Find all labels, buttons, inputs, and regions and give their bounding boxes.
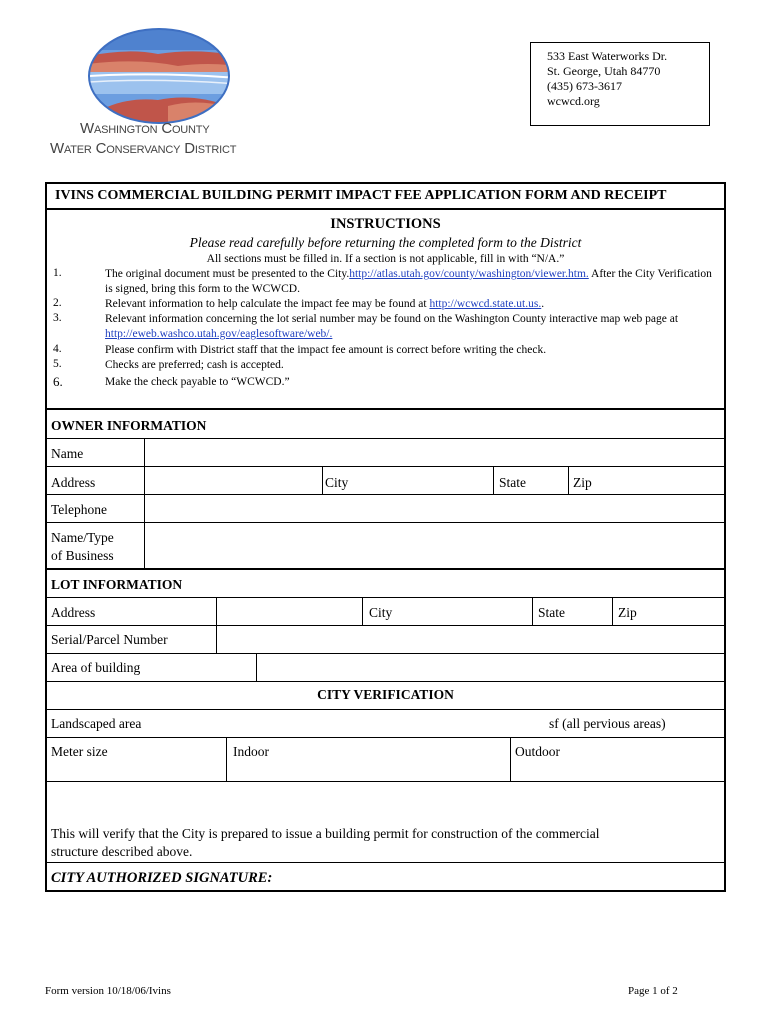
atlas-map-link[interactable]: http://atlas.utah.gov/county/washington/viewer.htm. xyxy=(349,268,589,280)
lot-zip-label[interactable]: Zip xyxy=(618,605,637,620)
instruction-item-5: Checks are preferred; cash is accepted. xyxy=(105,359,284,371)
lot-city-label[interactable]: City xyxy=(369,605,393,620)
wcwcd-link[interactable]: http://wcwcd.state.ut.us. xyxy=(429,298,542,310)
instructions-subheading: Please read carefully before returning the completed form to the District xyxy=(189,235,582,250)
verification-statement-line1: This will verify that the City is prepared to issue a building permit for construction of the commercial xyxy=(51,826,600,841)
address-website: wcwcd.org xyxy=(547,94,600,108)
owner-address-label: Address xyxy=(51,475,96,490)
instruction-item-2 xyxy=(105,297,715,312)
owner-name-label: Name xyxy=(51,446,84,461)
district-address-box xyxy=(530,42,710,126)
address-city: St. George, Utah 84770 xyxy=(547,64,661,78)
owner-info-heading: OWNER INFORMATION xyxy=(51,418,207,433)
instruction-text: Relevant information to help calculate the impact fee may be found at xyxy=(105,298,430,310)
owner-city-label[interactable]: City xyxy=(325,475,349,490)
instruction-item-1 xyxy=(105,267,715,297)
owner-telephone-field[interactable] xyxy=(144,494,724,522)
owner-telephone-label: Telephone xyxy=(51,502,108,517)
lot-info-heading: LOT INFORMATION xyxy=(51,577,183,592)
instruction-number: 5. xyxy=(53,358,62,370)
owner-name-field[interactable] xyxy=(144,438,724,466)
logo-wordmark-line2: Water Conservancy District xyxy=(50,140,237,157)
city-signature-field[interactable] xyxy=(297,862,724,890)
logo-wordmark-line1: Washington County xyxy=(80,120,210,137)
instruction-number: 1. xyxy=(53,267,62,279)
meter-indoor-label[interactable]: Indoor xyxy=(233,744,269,759)
city-verification-heading: CITY VERIFICATION xyxy=(317,687,454,702)
business-type-label-1: Name/Type xyxy=(51,530,114,545)
lot-address-field[interactable] xyxy=(216,597,362,625)
instruction-number: 6. xyxy=(53,374,63,389)
landscaped-area-field[interactable] xyxy=(167,709,517,737)
owner-address-field[interactable] xyxy=(144,466,322,494)
owner-zip-label[interactable]: Zip xyxy=(573,475,592,490)
instruction-item-6: Make the check payable to “WCWCD.” xyxy=(105,376,290,388)
building-area-label: Area of building xyxy=(51,660,141,675)
instruction-number: 2. xyxy=(53,297,62,309)
address-street: 533 East Waterworks Dr. xyxy=(547,49,668,63)
instruction-number: 4. xyxy=(53,343,62,355)
instruction-item-3 xyxy=(105,312,715,342)
instruction-text: Relevant information concerning the lot serial number may be found on the Washington County interactive map web page at xyxy=(105,313,679,325)
instruction-text: . xyxy=(541,298,545,310)
instruction-item-4: Please confirm with District staff that the impact fee amount is correct before writing the check. xyxy=(105,344,547,356)
instruction-text: The original document must be presented to the City. xyxy=(105,268,350,280)
address-phone: (435) 673-3617 xyxy=(547,79,622,93)
instruction-number: 3. xyxy=(53,312,62,324)
page-number: Page 1 of 2 xyxy=(628,985,678,997)
form-title: IVINS COMMERCIAL BUILDING PERMIT IMPACT FEE APPLICATION FORM AND RECEIPT xyxy=(55,188,667,203)
meter-outdoor-label[interactable]: Outdoor xyxy=(515,744,560,759)
owner-state-label[interactable]: State xyxy=(499,475,526,490)
instructions-intro: All sections must be filled in. If a section is not applicable, fill in with “N/A.” xyxy=(206,253,565,265)
business-type-field[interactable] xyxy=(144,522,724,568)
eagle-software-link[interactable]: http://eweb.washco.utah.gov/eaglesoftware/web/. xyxy=(105,328,333,340)
lot-address-label: Address xyxy=(51,605,96,620)
city-signature-label: CITY AUTHORIZED SIGNATURE: xyxy=(51,870,273,886)
application-form xyxy=(45,182,726,892)
landscaped-area-label: Landscaped area xyxy=(51,716,142,731)
meter-size-label: Meter size xyxy=(51,744,108,759)
instruction-text: After the City Verification is signed, bring this form to the WCWCD. xyxy=(105,268,712,295)
business-type-label-2: of Business xyxy=(51,548,114,563)
landscaped-sf-label: sf (all pervious areas) xyxy=(549,716,666,731)
serial-parcel-field[interactable] xyxy=(216,625,724,653)
form-version: Form version 10/18/06/Ivins xyxy=(45,985,171,997)
instructions-heading: INSTRUCTIONS xyxy=(330,216,441,232)
lot-state-label[interactable]: State xyxy=(538,605,565,620)
serial-parcel-label: Serial/Parcel Number xyxy=(51,632,168,647)
building-area-field[interactable] xyxy=(256,653,724,681)
verification-statement-line2: structure described above. xyxy=(51,844,193,859)
